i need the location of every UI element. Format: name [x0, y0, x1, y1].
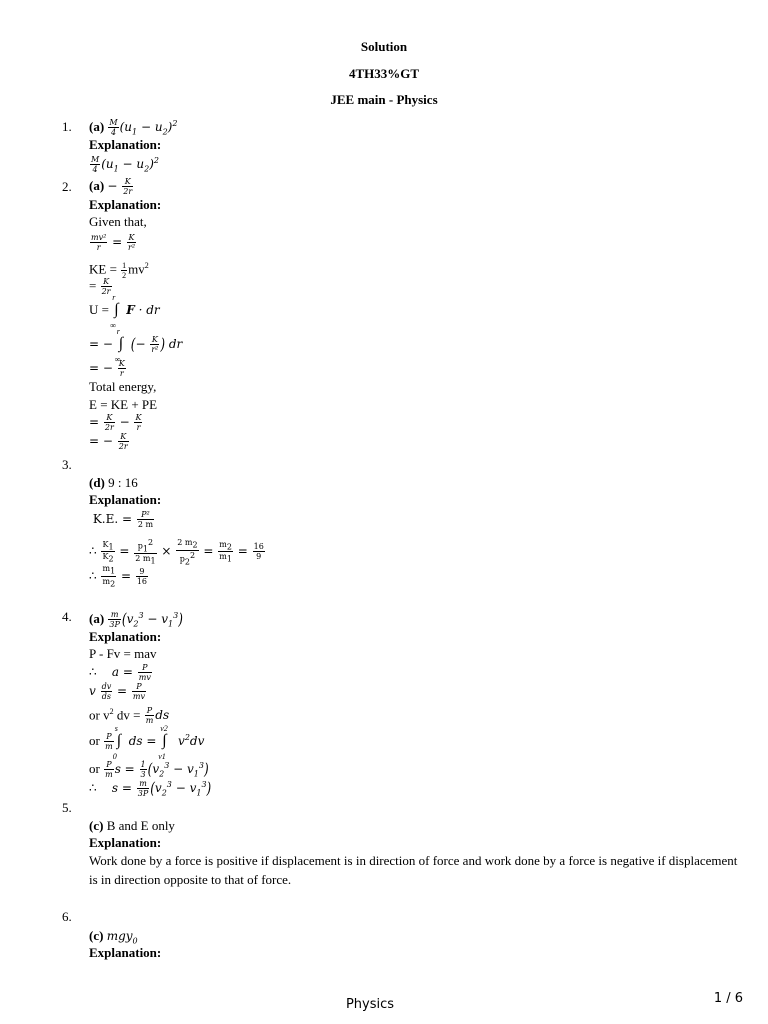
- question-number: 4.: [62, 609, 72, 624]
- or-text: or: [89, 732, 100, 748]
- energy-equation: E = KE + PE: [89, 397, 158, 412]
- answer-option: (c): [89, 818, 104, 833]
- answer-option: (a): [89, 119, 105, 134]
- equation-line: ∴ $\frac{m_1}{m_2}$ = $\frac{9}{16}$: [89, 564, 148, 589]
- explanation-label: Explanation:: [89, 492, 162, 507]
- equation-line: = $\frac{K}{2r}$: [89, 277, 111, 296]
- equation-line: or $\frac{P}{m}$ s ∫ 0 ds = v2 ∫ v1 $v^2dv$: [89, 724, 205, 761]
- answer-expression: $\frac{m}{3P}$ $(v_2^3 - v_1^3)$: [109, 609, 183, 629]
- subject-title: JEE main - Physics: [330, 92, 438, 107]
- answer-expression: − $\frac{K}{2r}$: [107, 177, 133, 196]
- footer-subject: Physics: [345, 997, 395, 1012]
- answer-line: [89, 818, 175, 834]
- equation-line: = $\frac{K}{2r}$ − $\frac{K}{r}$: [89, 413, 142, 432]
- answer-text: 9 : 16: [108, 475, 138, 490]
- explanation-paragraph: Work done by a force is positive if displacement is in direction of force and work done by a force is negative if displacement is in direction opposite to that of force.: [89, 853, 738, 887]
- question-number: 1.: [62, 119, 72, 134]
- integral-sign: s ∫ 0: [112, 724, 122, 761]
- integral-sign: r ∫ ∞: [114, 327, 124, 364]
- test-code: 4TH33%GT: [348, 66, 420, 81]
- equation-line: = − $\frac{K}{r}$: [89, 359, 125, 378]
- equation-line: or $v^2$ dv = $\frac{P}{m}$ ds: [89, 706, 170, 726]
- integral-sign: v2 ∫ v1: [158, 724, 168, 761]
- question-number: 6.: [62, 909, 72, 924]
- equation-line: K.E. = $\frac{\text{P²}}{2 m}$: [89, 510, 154, 529]
- question-number: 2.: [62, 179, 72, 194]
- equation-line: = − r ∫ ∞ (− $\frac{K}{\text{r²}}$ ) dr: [89, 327, 183, 364]
- equation-line: ∴ s = $\frac{m}{3P}$ $(v_2^3 - v_1^3)$: [89, 778, 212, 798]
- equation-line: = − $\frac{K}{2r}$: [89, 432, 128, 451]
- solution-title: Solution: [360, 39, 408, 54]
- explanation-expression: $\frac{M}{4}$ $(u_1 - u_2)^2$: [91, 155, 160, 174]
- explanation-label: Explanation:: [89, 629, 162, 644]
- equation-text: P - Fv = mav: [89, 646, 157, 661]
- given-text: Given that,: [89, 214, 147, 229]
- integral-sign: r ∫ ∞: [110, 293, 119, 330]
- ke-label: KE =: [89, 261, 121, 277]
- mv-text: mv: [128, 261, 145, 277]
- answer-line: [89, 475, 138, 491]
- answer-text: B and E only: [106, 818, 175, 833]
- equation-line: U = r ∫ ∞ F · dr: [89, 293, 160, 330]
- explanation-label: Explanation:: [89, 197, 162, 212]
- answer-option: (d): [89, 475, 105, 490]
- equation-line: or $\frac{P}{m}$ s = $\frac{1}{3}$ $(v_2^3 - v_1^3)$: [89, 759, 209, 779]
- equation-line: $\frac{\text{mv²}}{r}$ = $\frac{K}{\text{r²}}$: [91, 233, 136, 252]
- answer-expression: $\frac{M}{4}$ $(u_1 - u_2)^2$: [109, 118, 178, 137]
- answer-expression: mgy$_0$: [106, 929, 138, 946]
- equation-line: ∴ $\frac{K_1}{K_2}$ = $\frac{p_1^2}{2 m_1}$ × $\frac{2 m_2}{p_2^2}$ = $\frac{m_2}{m_1}$ = $\frac{16}{9}$: [89, 538, 264, 566]
- equation-line: KE = $\frac{1}{2}$ $mv^2$: [89, 260, 149, 280]
- answer-option: (a): [89, 611, 105, 626]
- question-number: 3.: [62, 457, 72, 472]
- or-text: or: [89, 707, 100, 723]
- or-text: or: [89, 761, 100, 776]
- page-number: 1 / 6: [713, 991, 743, 1006]
- equation-line: v $\frac{dv}{ds}$ = $\frac{P}{mv}$: [89, 682, 146, 701]
- equation-line: ∴ a = $\frac{P}{mv}$: [89, 663, 151, 682]
- explanation-label: Explanation:: [89, 945, 162, 960]
- answer-line: [89, 177, 134, 196]
- u-label: U =: [89, 301, 113, 317]
- answer-option: (a): [89, 178, 105, 193]
- explanation-label: Explanation:: [89, 835, 162, 850]
- answer-option: (c): [89, 928, 104, 943]
- total-energy-text: Total energy,: [89, 379, 157, 394]
- explanation-label: Explanation:: [89, 137, 162, 152]
- question-number: 5.: [62, 800, 72, 815]
